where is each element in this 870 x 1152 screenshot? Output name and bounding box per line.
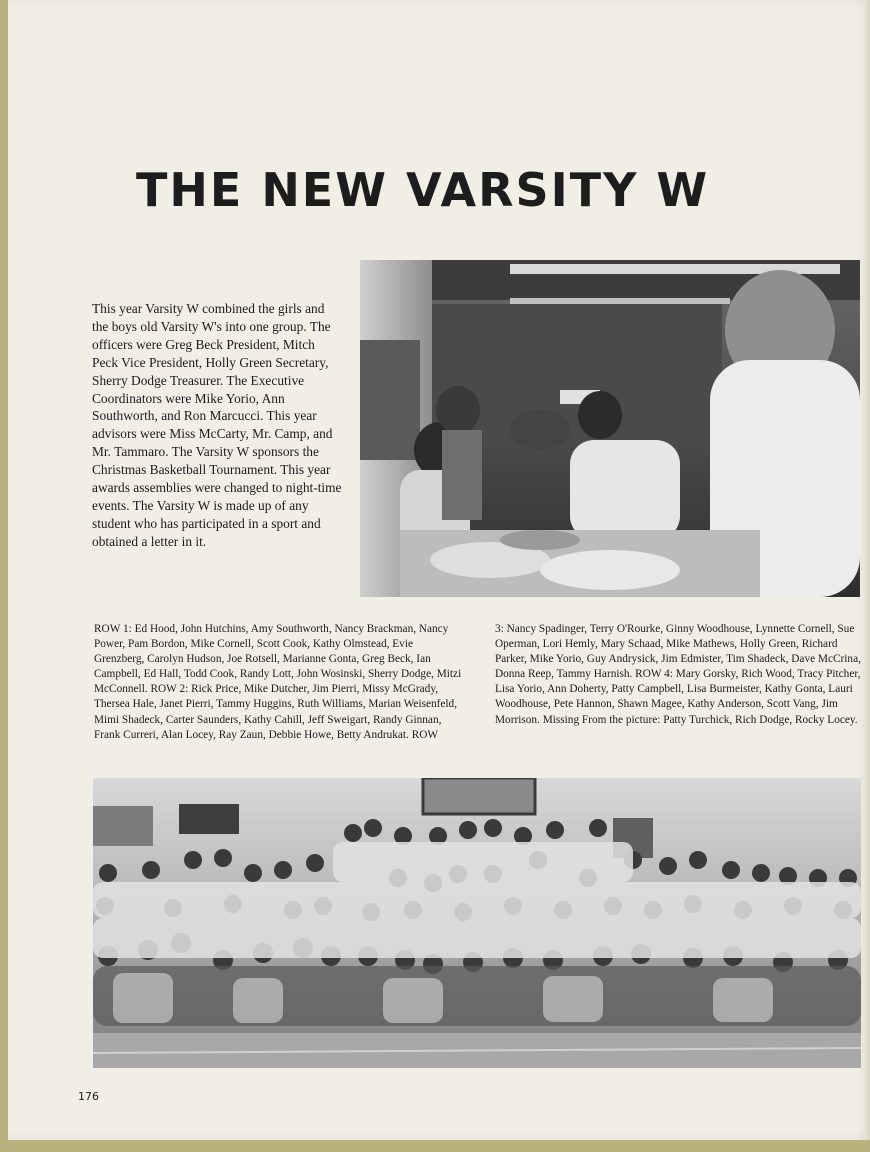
page-edge [864,0,870,1140]
page-title: THE NEW VARSITY W [136,163,710,217]
yearbook-page [8,0,870,1140]
page-number: 176 [78,1090,99,1103]
intro-paragraph: This year Varsity W combined the girls and the boys old Varsity W's into one group. The officers were Greg Beck President, Mitch Peck Vice President, Holly Green Secretary, Sherry Dodge Treasurer. The Executive Coordinators were Mike Yorio, Ann Southworth, and Ron Marcucci. This year advisors were Miss McCarty, Mr. Camp, and Mr. Tammaro. The Varsity W sponsors the Christmas Basketball Tournament. This year awards assemblies were changed to night-time events. The Varsity W is made up of any student who has participated in a sport and obtained a letter in it. [92,301,342,549]
caption-roster-left: ROW 1: Ed Hood, John Hutchins, Amy Southworth, Nancy Brackman, Nancy Power, Pam Bordon, Mike Cornell, Scott Cook, Kathy Olmstead, Evie Grenzberg, Carolyn Hudson, Joe Rotsell, Marianne Gonta, Greg Beck, Ian Campbell, Ed Hall, Todd Cook, Randy Lott, John Wosinski, Sherry Dodge, Mitzi McConnell. ROW 2: Rick Price, Mike Dutcher, Jim Pierri, Missy McGrady, Thersea Hale, Janet Pierri, Tammy Huggins, Ruth Williams, Marian Weisenfeld, Mimi Shadeck, Carter Saunders, Kathy Cahill, Jeff Sweigart, Randy Ginnan, Frank Curreri, Alan Locey, Ray Zaun, Debbie Howe, Betty Andrukat. ROW [94,623,462,741]
caption-roster-right: 3: Nancy Spadinger, Terry O'Rourke, Ginny Woodhouse, Lynnette Cornell, Sue Operman, Lori Hemly, Mary Schaad, Mike Mathews, Holly Green, Richard Parker, Mike Yorio, Guy Andrysick, Jim Edmister, Tim Shadeck, Dave McCrina, Donna Reep, Tammy Harnish. ROW 4: Mary Gorsky, Rich Wood, Tracy Pitcher, Lisa Yorio, Ann Doherty, Patty Campbell, Lisa Burmeister, Kathy Gonta, Lauri Woodhouse, Pete Hannon, Shawn Magee, Kathy Anderson, Scott Vang, Jim Morrison. Missing From the picture: Patty Turchick, Rich Dodge, Rocky Locey. [495,623,861,726]
photo-members-at-table [360,260,860,597]
photo-group-in-gym [93,778,861,1068]
